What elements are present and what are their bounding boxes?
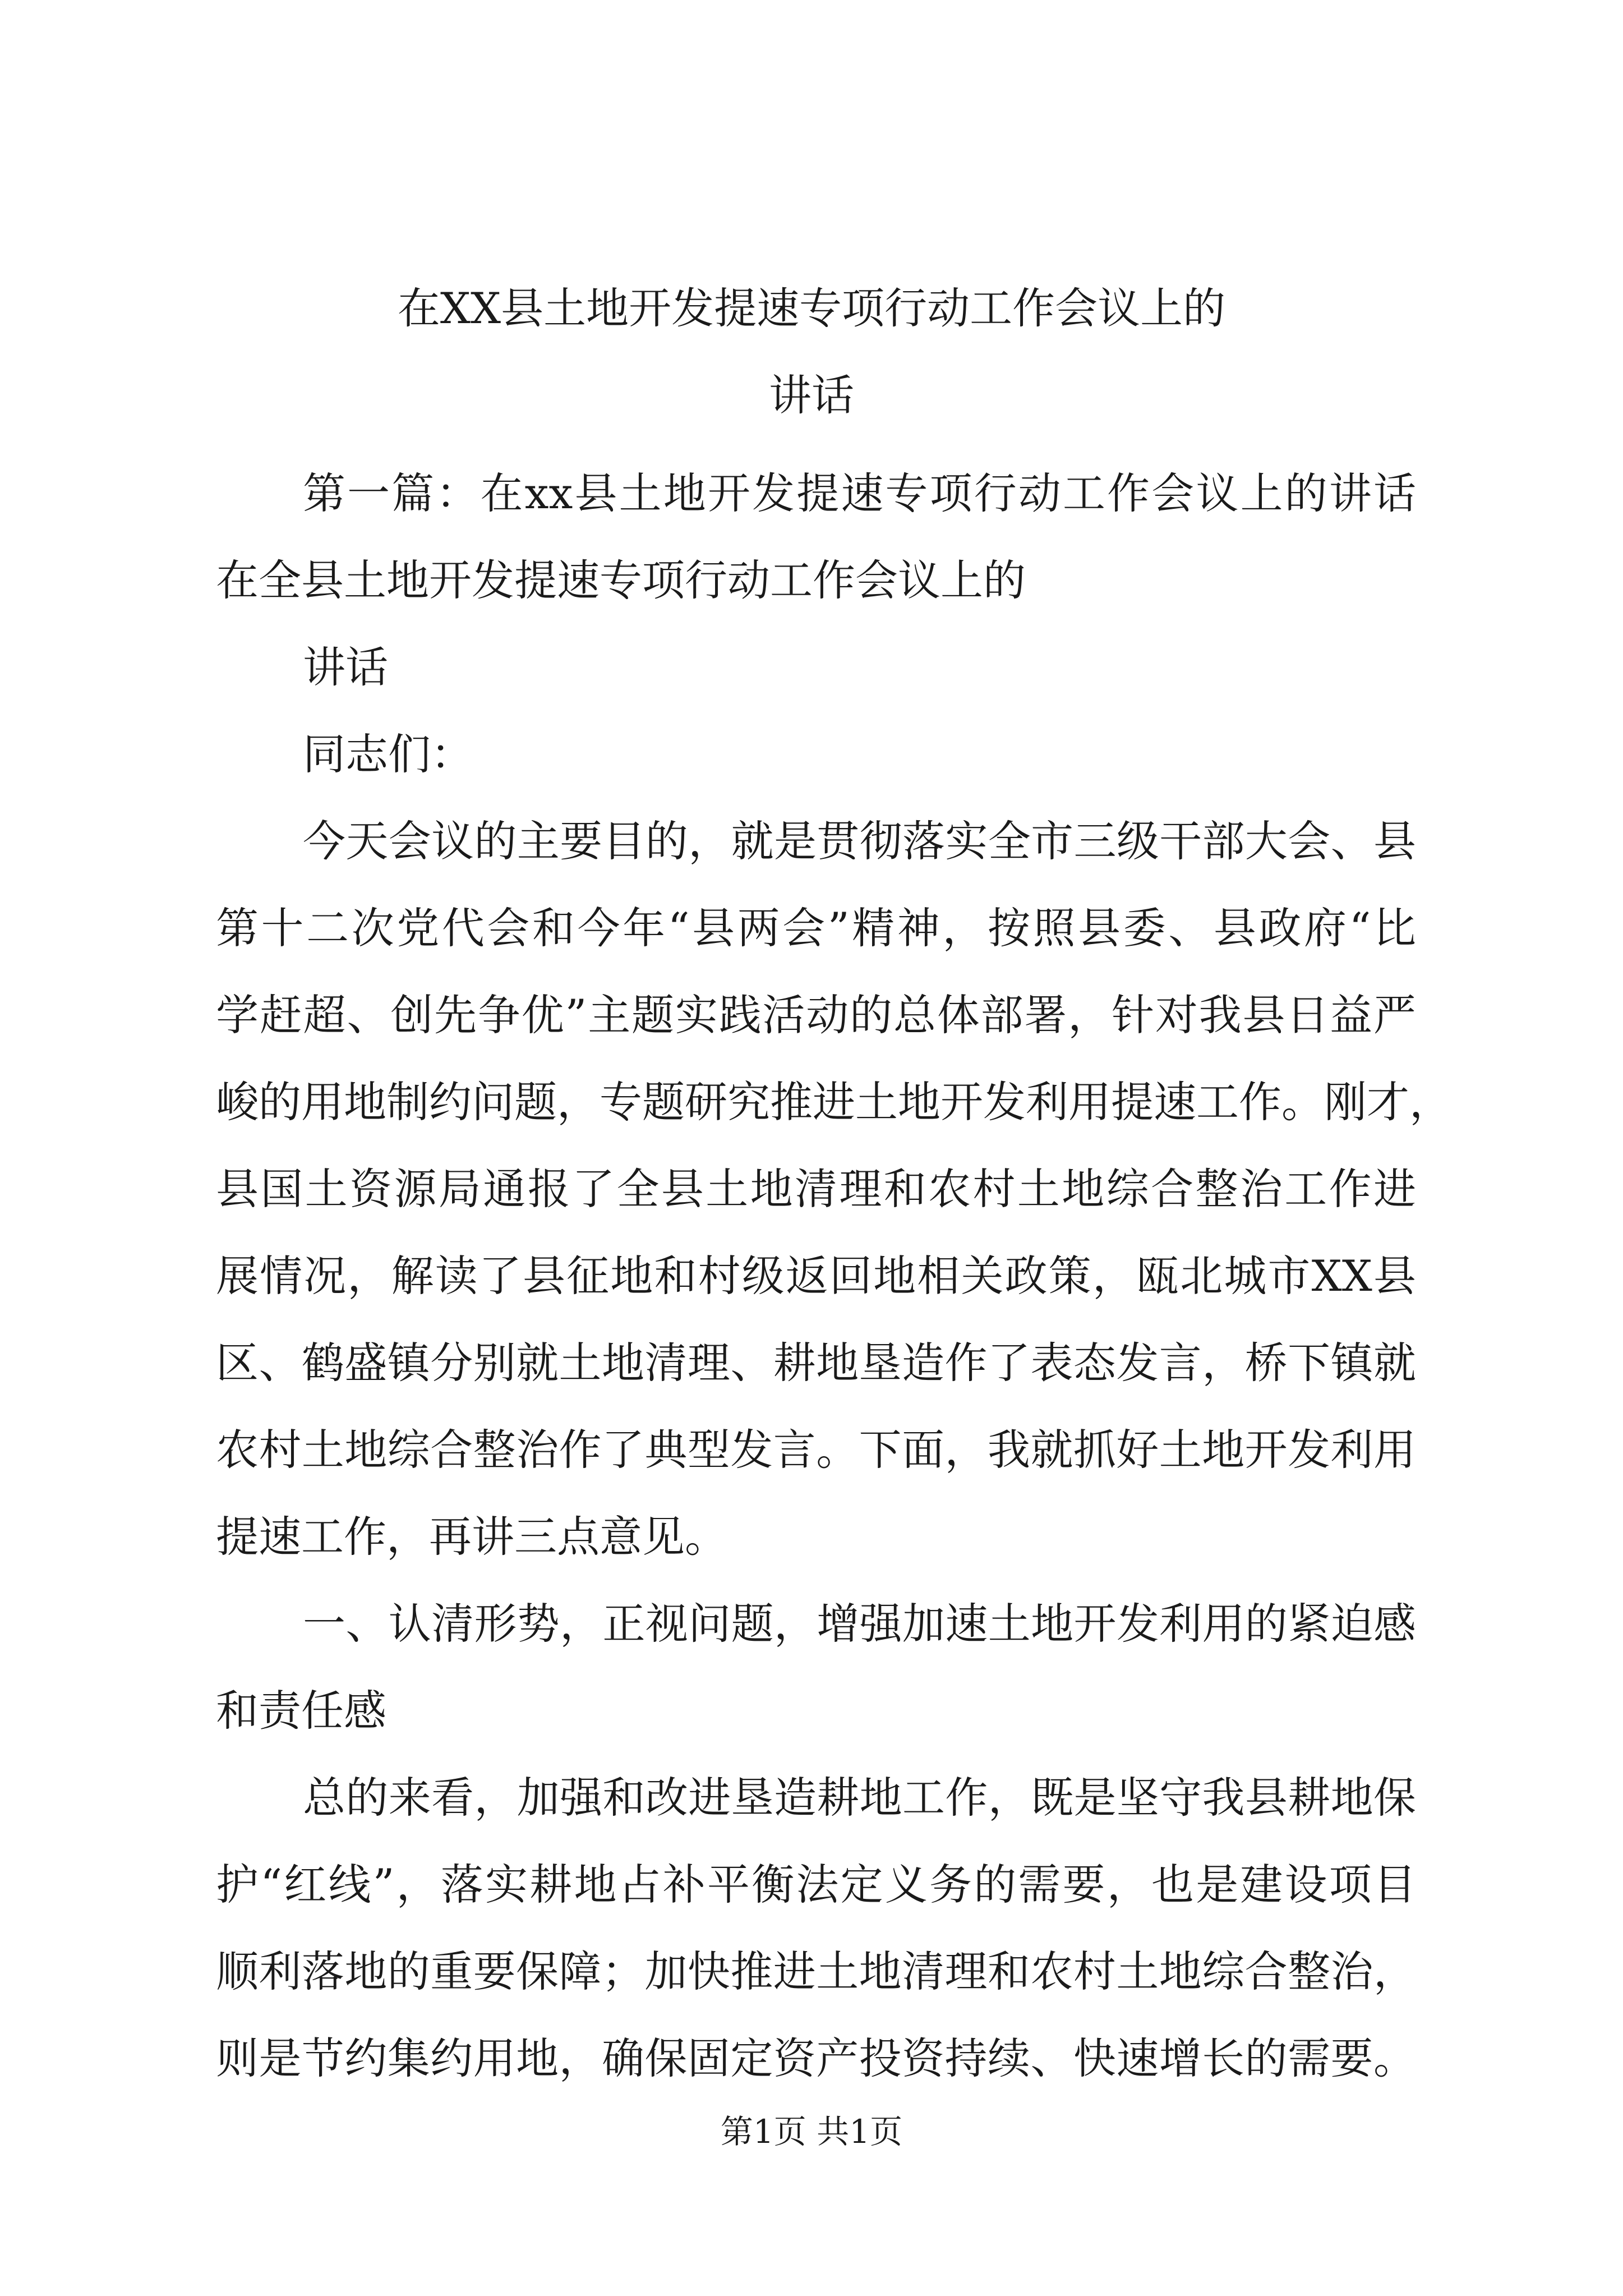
- document-body: [216, 468, 1452, 2120]
- body-line: 区、鹤盛镇分别就土地清理、耕地垦造作了表态发言，桥下镇就: [216, 1338, 1416, 1388]
- document-title: [213, 283, 1410, 457]
- body-line: 在全县土地开发提速专项行动工作会议上的: [216, 555, 1026, 605]
- body-line: 讲话: [303, 642, 388, 692]
- body-line: 总的来看，加强和改进垦造耕地工作，既是坚守我县耕地保: [303, 1773, 1416, 1823]
- body-line: 今天会议的主要目的，就是贯彻落实全市三级干部大会、县: [303, 816, 1416, 866]
- body-line: 农村土地综合整治作了典型发言。下面，我就抓好土地开发利用: [216, 1425, 1416, 1475]
- body-line: 学赶超、创先争优”主题实践活动的总体部署，针对我县日益严: [216, 990, 1416, 1040]
- title-line-2: 讲话: [769, 370, 854, 420]
- page-footer: 第1页 共1页: [720, 2113, 903, 2151]
- body-line: 和责任感: [216, 1686, 386, 1736]
- title-line-1: 在XX县土地开发提速专项行动工作会议上的: [397, 283, 1226, 333]
- body-line: 护“红线”，落实耕地占补平衡法定义务的需要，也是建设项目: [216, 1860, 1416, 1910]
- body-line: 同志们：: [303, 729, 473, 779]
- body-line: 顺利落地的重要保障；加快推进土地清理和农村土地综合整治，: [216, 1947, 1416, 1996]
- body-line: 提速工作，再讲三点意见。: [216, 1512, 727, 1562]
- body-line: 展情况，解读了县征地和村级返回地相关政策，瓯北城市XX县: [216, 1251, 1416, 1301]
- body-line: 县国土资源局通报了全县土地清理和农村土地综合整治工作进: [216, 1164, 1416, 1214]
- body-line: 峻的用地制约问题，专题研究推进土地开发利用提速工作。刚才，: [216, 1077, 1452, 1127]
- body-line: 一、认清形势，正视问题，增强加速土地开发利用的紧迫感: [303, 1599, 1416, 1649]
- body-line: 则是节约集约用地，确保固定资产投资持续、快速增长的需要。: [216, 2033, 1416, 2083]
- body-line: 第一篇：在xx县土地开发提速专项行动工作会议上的讲话: [303, 468, 1416, 518]
- body-line: 第十二次党代会和今年“县两会”精神，按照县委、县政府“比: [216, 903, 1416, 953]
